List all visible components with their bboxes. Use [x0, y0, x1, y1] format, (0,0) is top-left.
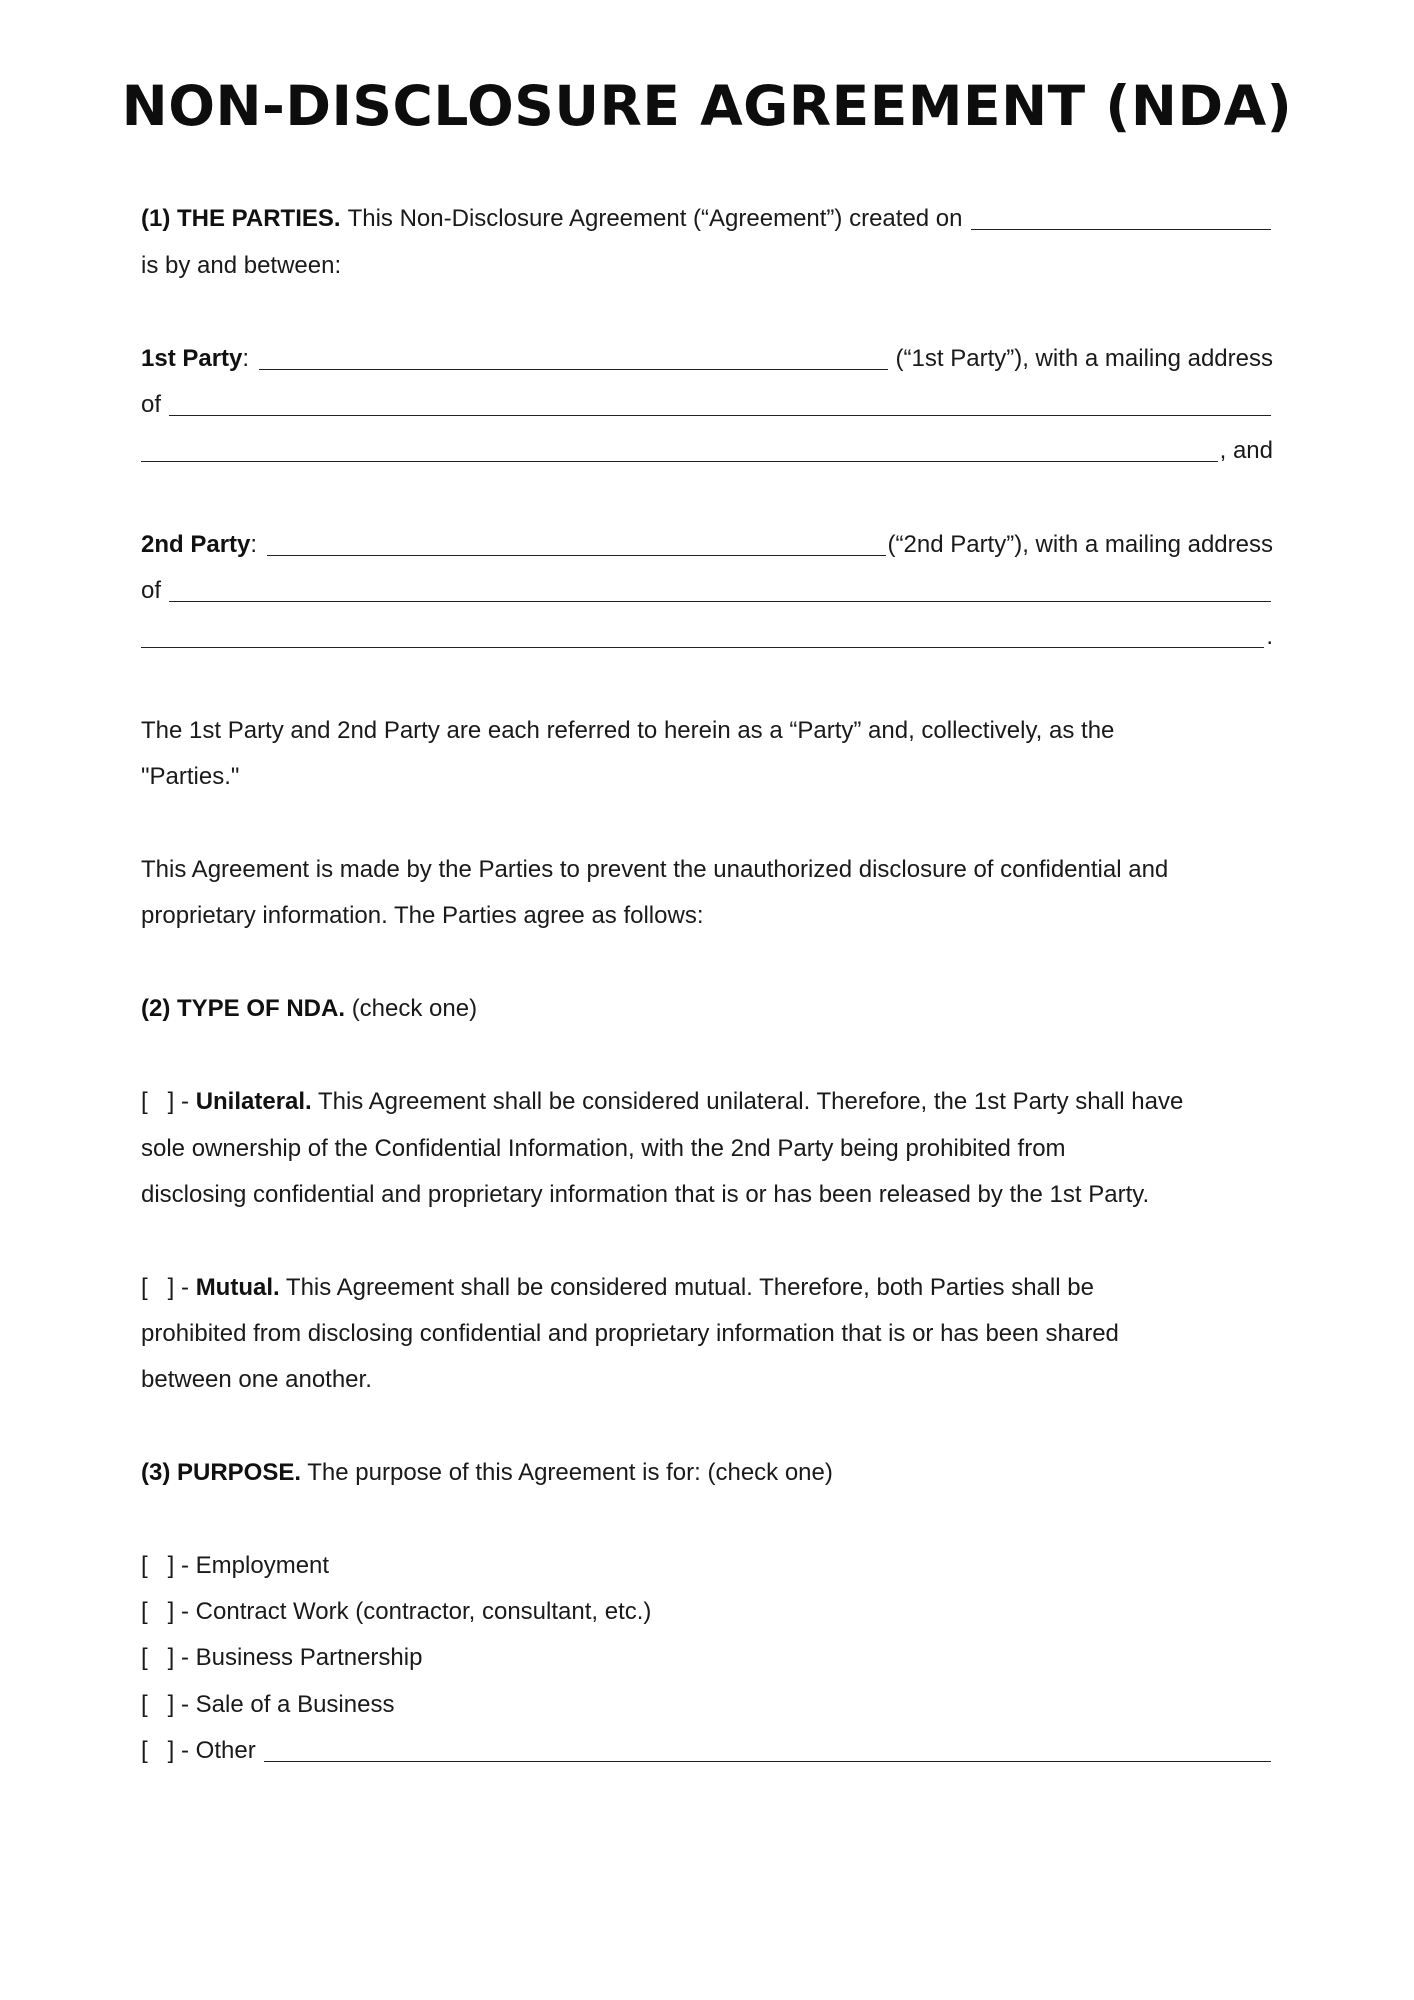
agreement-purpose-line-1: This Agreement is made by the Parties to prevent the unauthorized disclosure of confidential and [141, 856, 1169, 883]
purpose-other-field[interactable] [264, 1739, 1271, 1762]
purpose-heading-line [141, 1458, 833, 1488]
unilateral-option-line-1 [141, 1087, 1183, 1117]
unilateral-text-1: This Agreement shall be considered unilateral. Therefore, the 1st Party shall have [317, 1088, 1184, 1115]
unilateral-option-line-3: disclosing confidential and proprietary information that is or has been released by the 1st Party. [141, 1181, 1150, 1208]
purpose-option-other-line [141, 1736, 1273, 1766]
agreement-date-field[interactable] [971, 207, 1272, 230]
parties-intro-line [141, 204, 1273, 234]
second-party-colon: : [250, 531, 258, 558]
first-party-label: 1st Party [141, 345, 243, 372]
second-party-line [141, 530, 1273, 560]
second-party-name-field[interactable] [267, 533, 885, 556]
mutual-option-line-2: prohibited from disclosing confidential and proprietary information that is or has been shared [141, 1320, 1119, 1347]
purpose-heading: (3) PURPOSE. [141, 1459, 302, 1486]
second-party-address-line-2 [141, 622, 1273, 652]
second-party-address-line-1 [141, 576, 1273, 606]
agreement-purpose-line-2: proprietary information. The Parties agree as follows: [141, 902, 704, 929]
purpose-option-employment[interactable]: [ ] - Employment [141, 1552, 330, 1579]
second-party-address-field-1[interactable] [169, 579, 1271, 602]
first-party-of: of [141, 391, 162, 418]
second-party-label: 2nd Party [141, 531, 251, 558]
purpose-option-other[interactable]: [ ] - Other [141, 1737, 256, 1764]
parties-heading: (1) THE PARTIES. [141, 205, 341, 232]
document-title: NON-DISCLOSURE AGREEMENT (NDA) [121, 74, 1293, 138]
second-party-address-field-2[interactable] [141, 625, 1264, 648]
first-party-address-line-1 [141, 390, 1273, 420]
second-party-end: . [1266, 623, 1273, 650]
first-party-line [141, 344, 1273, 374]
first-party-address-field-2[interactable] [141, 439, 1218, 462]
first-party-colon: : [242, 345, 250, 372]
mutual-label: Mutual. [195, 1274, 280, 1301]
unilateral-checkbox[interactable]: [ ] [141, 1088, 175, 1115]
first-party-end: , and [1219, 437, 1273, 464]
mutual-option-line-3: between one another. [141, 1366, 372, 1393]
unilateral-label: Unilateral. [195, 1088, 312, 1115]
type-of-nda-heading-line [141, 994, 477, 1024]
collective-text-line-2: "Parties." [141, 763, 240, 790]
unilateral-dash: - [181, 1088, 190, 1115]
first-party-name-field[interactable] [259, 347, 887, 370]
second-party-suffix: (“2nd Party”), with a mailing address [887, 531, 1273, 558]
purpose-text: The purpose of this Agreement is for: (check one) [307, 1459, 833, 1486]
parties-intro-continued: is by and between: [141, 252, 342, 279]
first-party-address-field-1[interactable] [169, 393, 1271, 416]
first-party-address-line-2 [141, 436, 1273, 466]
purpose-option-business-partnership[interactable]: [ ] - Business Partnership [141, 1644, 423, 1671]
purpose-option-contract-work[interactable]: [ ] - Contract Work (contractor, consultant, etc.) [141, 1598, 652, 1625]
mutual-text-1: This Agreement shall be considered mutual. Therefore, both Parties shall be [285, 1274, 1094, 1301]
first-party-suffix: (“1st Party”), with a mailing address [895, 345, 1273, 372]
mutual-option-line-1 [141, 1273, 1094, 1303]
type-of-nda-heading: (2) TYPE OF NDA. [141, 995, 346, 1022]
parties-intro-text: This Non-Disclosure Agreement (“Agreement”) created on [347, 205, 963, 232]
mutual-checkbox[interactable]: [ ] [141, 1274, 175, 1301]
collective-text-line-1: The 1st Party and 2nd Party are each referred to herein as a “Party” and, collectively, as the [141, 717, 1115, 744]
mutual-dash: - [181, 1274, 190, 1301]
purpose-option-sale-of-business[interactable]: [ ] - Sale of a Business [141, 1691, 395, 1718]
unilateral-option-line-2: sole ownership of the Confidential Information, with the 2nd Party being prohibited from [141, 1135, 1066, 1162]
type-of-nda-instruction: (check one) [351, 995, 478, 1022]
second-party-of: of [141, 577, 162, 604]
